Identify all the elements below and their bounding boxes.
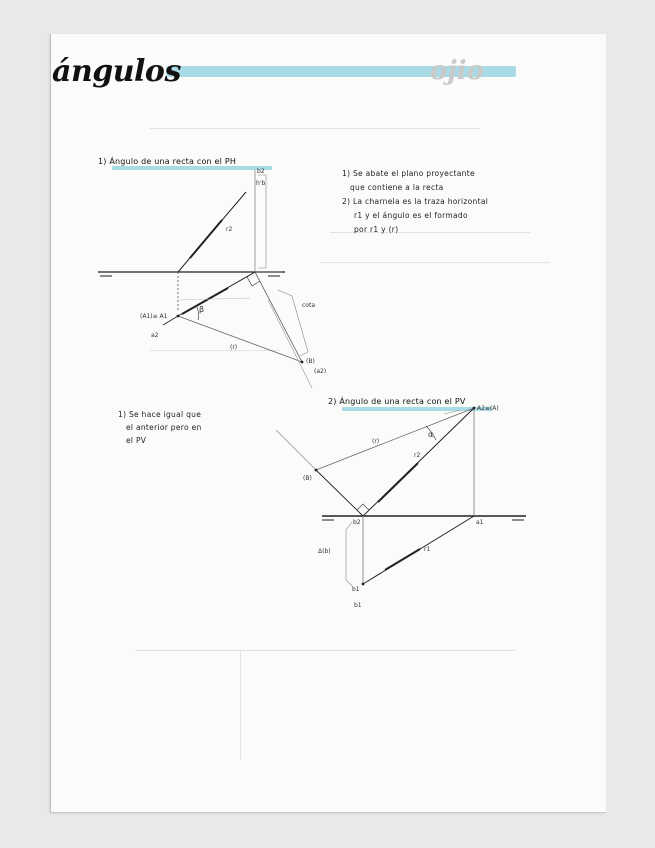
line-r2-bold [378,463,418,502]
label-alpha: α [428,430,434,439]
label-b1: b1 [352,586,360,593]
helper-line [276,430,316,470]
label-r-abatida: (r) [230,344,238,351]
label-a1: a1 [476,519,484,526]
label-a2: a2 [151,332,159,339]
section2-heading: 2) Ángulo de una recta con el PV [328,397,466,406]
section1-note-line: 2) La charnela es la traza horizontal [342,197,489,206]
section2-note-line: 1) Se hace igual que [118,410,202,419]
label-b1-lower: b1 [354,602,362,609]
label-b-abatido: (B) [306,358,315,365]
section1-note-line: que contiene a la recta [350,183,444,192]
label-b2: b2 [353,519,361,526]
section1-heading: 1) Ángulo de una recta con el PH [98,157,237,166]
section2-note-line: el anterior pero en [126,423,202,432]
label-a2a: A2≡(A) [477,405,499,412]
label-r-abatida: (r) [372,438,380,445]
delta-bracket [346,522,352,586]
title-bleed-through: ojio [430,56,484,86]
label-r2: r2 [226,226,233,233]
label-r2: r2 [414,452,421,459]
small-bracket [444,410,460,414]
label-b2: b2 [257,168,265,175]
label-hb2: h'b [256,180,266,187]
label-delta-b: Δ(b) [318,548,331,555]
line-r1-bold [385,549,420,570]
label-ab2: (a2) [314,368,327,375]
page-title: ángulos [52,54,181,89]
section1-note-line: por r1 y (r) [354,225,399,234]
label-cota: cota [302,302,315,309]
section1-note-line: 1) Se abate el plano proyectante [342,169,475,178]
section1-note-line: r1 y el ángulo es el formado [354,211,468,220]
right-angle-mark [357,504,369,516]
label-a12: (A1)≡ A1 [140,313,168,320]
label-beta: β [199,305,205,314]
point-a2 [473,407,476,410]
label-b-abatido: (B) [303,475,312,482]
line-r-abatida [316,408,474,470]
point-b-abatido [315,469,318,472]
point-b1 [362,583,365,586]
label-r1: r1 [424,546,431,553]
section2-note-line: el PV [126,436,147,445]
perpendicular-line [316,470,363,516]
